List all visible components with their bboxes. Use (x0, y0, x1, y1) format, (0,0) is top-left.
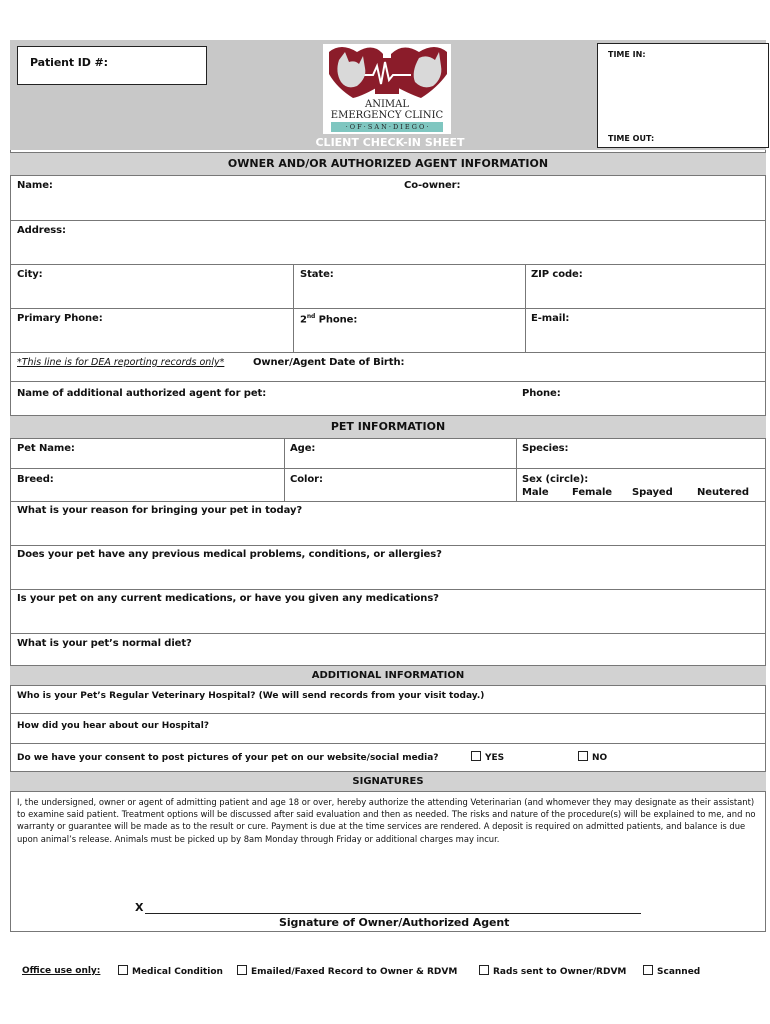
medical-condition-checkbox[interactable] (118, 965, 128, 975)
yes-checkbox[interactable] (471, 751, 481, 761)
sex-option-female[interactable]: Female (572, 487, 612, 498)
phone-label: Phone: (522, 388, 561, 399)
authorization-statement: I, the undersigned, owner or agent of admitting patient and age 18 or over, hereby authorize the attending Veterinarian (and whomever they may designate as their assistant) to examine said patient. Treatment options will be discussed after said evaluation and then as needed. The risks and nature of the procedure(s) will be explained to me, and no warranty or guarantee will be made as to the result or cure. Payment is due at the time services are rendered. A deposit is required on admitted patients, and balance is due upon animal’s release. Animals must be picked up by 8am Monday through Friday or additional charges may incur. (17, 797, 756, 844)
signature-x: X (135, 901, 144, 914)
form-bottom-border (10, 931, 766, 932)
regular-vet-question: Who is your Pet’s Regular Veterinary Hospital? (We will send records from your visit today.) (17, 691, 485, 701)
divider (284, 439, 285, 501)
divider (10, 381, 766, 382)
scanned-label: Scanned (657, 967, 701, 977)
clinic-logo-graphic (323, 44, 451, 98)
logo-line1: ANIMAL (364, 99, 410, 110)
medications-question: Is your pet on any current medications, or have you given any medications? (17, 593, 439, 604)
second-phone-text: Phone: (318, 314, 358, 326)
divider (10, 713, 766, 714)
second-phone-number: 2 (300, 314, 307, 326)
pet-section-header: PET INFORMATION (10, 415, 766, 439)
species-label: Species: (522, 443, 569, 454)
time-in-label: TIME IN: (608, 50, 646, 59)
additional-agent-label: Name of additional authorized agent for pet: (17, 388, 267, 399)
dob-label: Owner/Agent Date of Birth: (253, 357, 405, 368)
emailed-checkbox[interactable] (237, 965, 247, 975)
patient-id-field[interactable] (17, 46, 207, 85)
scanned-option[interactable] (643, 965, 700, 977)
office-use-label: Office use only: (22, 966, 101, 976)
logo-line2: EMERGENCY CLINIC (330, 110, 444, 121)
clinic-logo (323, 44, 451, 134)
divider (10, 545, 766, 546)
rads-label: Rads sent to Owner/RDVM (493, 967, 627, 977)
time-out-label: TIME OUT: (608, 134, 655, 143)
scanned-checkbox[interactable] (643, 965, 653, 975)
additional-section-header: ADDITIONAL INFORMATION (10, 665, 766, 686)
divider (10, 633, 766, 634)
dea-note: *This line is for DEA reporting records only* (17, 357, 225, 368)
sex-label: Sex (circle): (522, 474, 589, 485)
divider (10, 501, 766, 502)
rads-option[interactable] (479, 965, 626, 977)
sex-option-male[interactable]: Male (522, 487, 549, 498)
rads-checkbox[interactable] (479, 965, 489, 975)
heard-about-question: How did you hear about our Hospital? (17, 721, 209, 731)
owner-section-header: OWNER AND/OR AUTHORIZED AGENT INFORMATION (10, 152, 766, 176)
patient-id-label: Patient ID #: (30, 56, 108, 69)
reason-question: What is your reason for bringing your pet in today? (17, 505, 303, 516)
consent-no-option[interactable] (578, 751, 607, 763)
second-phone-ordinal: nd (306, 313, 316, 320)
breed-label: Breed: (17, 474, 54, 485)
no-label: NO (592, 753, 608, 763)
form-title: CLIENT CHECK-IN SHEET (315, 136, 465, 149)
emailed-label: Emailed/Faxed Record to Owner & RDVM (251, 967, 458, 977)
signatures-section-header: SIGNATURES (10, 771, 766, 792)
yes-label: YES (485, 753, 505, 763)
divider (10, 743, 766, 744)
pet-name-label: Pet Name: (17, 443, 75, 454)
address-label: Address: (17, 225, 66, 236)
divider (10, 589, 766, 590)
email-label: E-mail: (531, 313, 570, 324)
divider (10, 308, 766, 309)
time-box[interactable] (597, 43, 769, 148)
emailed-option[interactable] (237, 965, 457, 977)
state-label: State: (300, 269, 334, 280)
divider (10, 264, 766, 265)
divider (10, 220, 766, 221)
sex-option-spayed[interactable]: Spayed (632, 487, 673, 498)
zip-label: ZIP code: (531, 269, 583, 280)
signature-label: Signature of Owner/Authorized Agent (279, 916, 510, 929)
sex-option-neutered[interactable]: Neutered (697, 487, 749, 498)
consent-yes-option[interactable] (471, 751, 504, 763)
second-phone-label (300, 313, 357, 325)
divider (10, 352, 766, 353)
primary-phone-label: Primary Phone: (17, 313, 103, 324)
consent-question: Do we have your consent to post pictures of your pet on our website/social media? (17, 753, 439, 763)
medical-condition-option[interactable] (118, 965, 223, 977)
age-label: Age: (290, 443, 316, 454)
divider (516, 439, 517, 501)
co-owner-label: Co-owner: (404, 180, 461, 191)
signature-line[interactable] (145, 913, 641, 914)
diet-question: What is your pet’s normal diet? (17, 638, 192, 649)
divider (10, 468, 766, 469)
color-label: Color: (290, 474, 323, 485)
logo-line3: · O F · S A N · D I E G O · (331, 122, 443, 132)
medical-condition-label: Medical Condition (132, 967, 223, 977)
no-checkbox[interactable] (578, 751, 588, 761)
city-label: City: (17, 269, 43, 280)
previous-problems-question: Does your pet have any previous medical problems, conditions, or allergies? (17, 549, 442, 560)
name-label: Name: (17, 180, 53, 191)
